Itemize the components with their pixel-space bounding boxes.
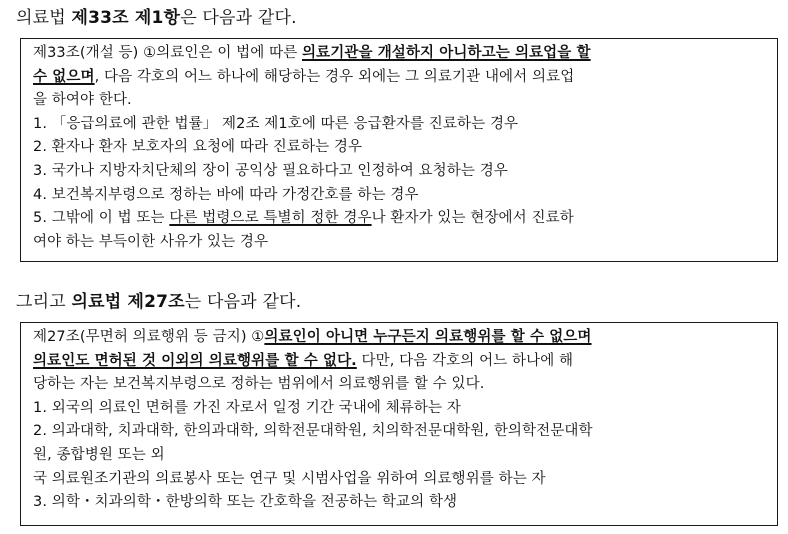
text-run: 2. 환자나 환자 보호자의 요청에 따라 진료하는 경우 — [33, 139, 363, 156]
article-27-line — [33, 444, 769, 468]
article-33-line — [33, 231, 769, 255]
article-33-line — [33, 66, 769, 90]
article-27-box — [20, 322, 778, 526]
article-27-line — [33, 397, 769, 421]
text-run: 1. 외국의 의료인 면허를 가진 자로서 일정 기간 국내에 체류하는 자 — [33, 399, 461, 416]
section2-heading-prefix: 그리고 — [16, 292, 72, 312]
section1-heading — [16, 7, 297, 29]
text-run: 제33조(개설 등) ①의료인은 이 법에 따른 — [33, 45, 303, 61]
text-run: 5. 그밖에 이 법 또는 — [33, 210, 170, 227]
article-27-line — [33, 468, 769, 492]
article-27-line — [33, 373, 769, 397]
text-run: 국 의료원조기관의 의료봉사 또는 연구 및 시범사업을 위하여 의료행위를 하는 자 — [33, 470, 546, 487]
text-run: 당하는 자는 보건복지부령으로 정하는 범위에서 의료행위를 할 수 있다. — [33, 376, 485, 393]
article-33-line — [33, 184, 769, 208]
article-27-line — [33, 326, 769, 350]
article-33-line — [33, 136, 769, 160]
article-33-line — [33, 42, 769, 66]
article-27-line — [33, 491, 769, 515]
text-run: 4. 보건복지부령으로 정하는 바에 따라 가정간호를 하는 경우 — [33, 186, 419, 203]
text-run: 원, 종합병원 또는 외 — [33, 446, 165, 463]
text-run: 을 하여야 한다. — [33, 92, 132, 109]
section1-heading-suffix: 은 다음과 같다. — [180, 8, 297, 28]
emphasized-text: 수 없으며 — [33, 68, 95, 85]
text-run: 제27조(무면허 의료행위 등 금지) ① — [33, 329, 265, 345]
text-run: 3. 의학・치과의학・한방의학 또는 간호학을 전공하는 학교의 학생 — [33, 494, 458, 511]
text-run: 3. 국가나 지방자치단체의 장이 공익상 필요하다고 인정하여 요청하는 경우 — [33, 162, 508, 179]
emphasized-text: 의료인도 면허된 것 이외의 의료행위를 할 수 없다. — [33, 352, 357, 369]
emphasized-text: 의료인이 아니면 누구든지 의료행위를 할 수 없으며 — [264, 329, 592, 345]
text-run: 다만, 다음 각호의 어느 하나에 해 — [356, 352, 574, 369]
article-33-line — [33, 113, 769, 137]
article-27-line — [33, 350, 769, 374]
emphasized-text: 다른 법령으로 특별히 정한 경우 — [169, 210, 372, 227]
article-33-line — [33, 207, 769, 231]
section2-heading — [16, 291, 301, 313]
section1-heading-prefix: 의료법 — [16, 8, 72, 28]
text-run: 나 환자가 있는 현장에서 진료하 — [371, 210, 574, 227]
text-run: 1. 「응급의료에 관한 법률」 제2조 제1호에 따른 응급환자를 진료하는 경우 — [33, 115, 519, 132]
text-run: 여야 하는 부득이한 사유가 있는 경우 — [33, 233, 269, 250]
text-run: 2. 의과대학, 치과대학, 한의과대학, 의학전문대학원, 치의학전문대학원, 한의학전문대학 — [33, 423, 593, 440]
section1-heading-bold: 제33조 제1항 — [71, 8, 181, 28]
text-run: , 다음 각호의 어느 하나에 해당하는 경우 외에는 그 의료기관 내에서 의료업 — [94, 68, 575, 85]
section2-heading-suffix: 는 다음과 같다. — [184, 292, 302, 312]
emphasized-text: 의료기관을 개설하지 아니하고는 의료업을 할 — [302, 45, 591, 61]
article-33-box — [20, 38, 778, 262]
section2-heading-bold: 의료법 제27조 — [71, 292, 185, 312]
article-27-line — [33, 420, 769, 444]
article-33-line — [33, 160, 769, 184]
article-33-line — [33, 89, 769, 113]
